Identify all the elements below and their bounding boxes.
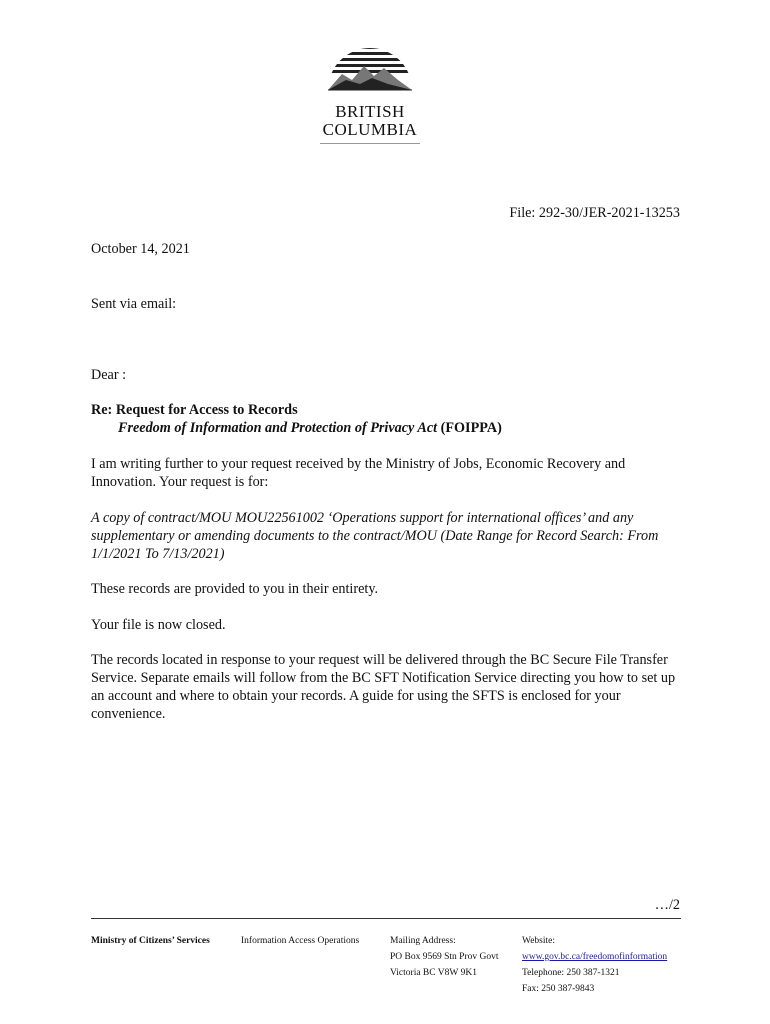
subject-line: Re: Request for Access to Records (91, 402, 298, 418)
salutation: Dear : (91, 367, 127, 383)
body-paragraph-closed: Your file is now closed. (91, 617, 226, 633)
act-abbreviation: (FOIPPA) (437, 420, 502, 436)
body-paragraph-delivery: The records located in response to your request will be delivered through the BC Secure File Transfer Service. Separate emails will follow from the BC SFT Notification Service directing you how to set up an account and where to obtain your records. A guide for using the SFTS is enclosed for your convenience. (91, 652, 676, 722)
mailing-line2: Victoria BC V8W 9K1 (390, 968, 477, 978)
footer-divider (91, 918, 681, 919)
file-reference: File: 292-30/JER-2021-13253 (509, 205, 680, 221)
sent-via-line: Sent via email: (91, 296, 177, 312)
website-link[interactable]: www.gov.bc.ca/freedomofinformation (522, 952, 668, 962)
logo-wordmark-line2: COLUMBIA (322, 120, 418, 139)
footer-mailing-address (390, 933, 498, 981)
footer-ministry: Ministry of Citizens’ Services (91, 936, 210, 946)
fax: Fax: 250 387-9843 (522, 984, 595, 994)
body-paragraph-request: A copy of contract/MOU MOU22561002 ‘Operations support for international offices’ and any supplementary or amending documents to the contract/MOU (Date Range for Record Search: From 1/1/2021 To 7/13/2021) (91, 510, 659, 562)
sun-mountains-emblem (312, 44, 428, 104)
act-name: Freedom of Information and Protection of Privacy Act (118, 420, 438, 436)
body-paragraph-entirety: These records are provided to you in their entirety. (91, 581, 379, 597)
mailing-label: Mailing Address: (390, 936, 456, 946)
letter-date: October 14, 2021 (91, 241, 190, 257)
logo-wordmark-line1: BRITISH (335, 102, 405, 121)
mailing-line1: PO Box 9569 Stn Prov Govt (390, 952, 499, 962)
logo-underline (320, 143, 420, 144)
footer-office: Information Access Operations (241, 936, 360, 946)
footer-contact (522, 933, 667, 997)
bc-government-logo (312, 44, 428, 148)
page-continuation-marker: …/2 (654, 897, 680, 913)
telephone: Telephone: 250 387-1321 (522, 968, 620, 978)
website-label: Website: (522, 936, 556, 946)
body-paragraph-intro: I am writing further to your request received by the Ministry of Jobs, Economic Recovery and Innovation. Your request is for: (91, 456, 626, 490)
subject-act-line (118, 419, 502, 437)
